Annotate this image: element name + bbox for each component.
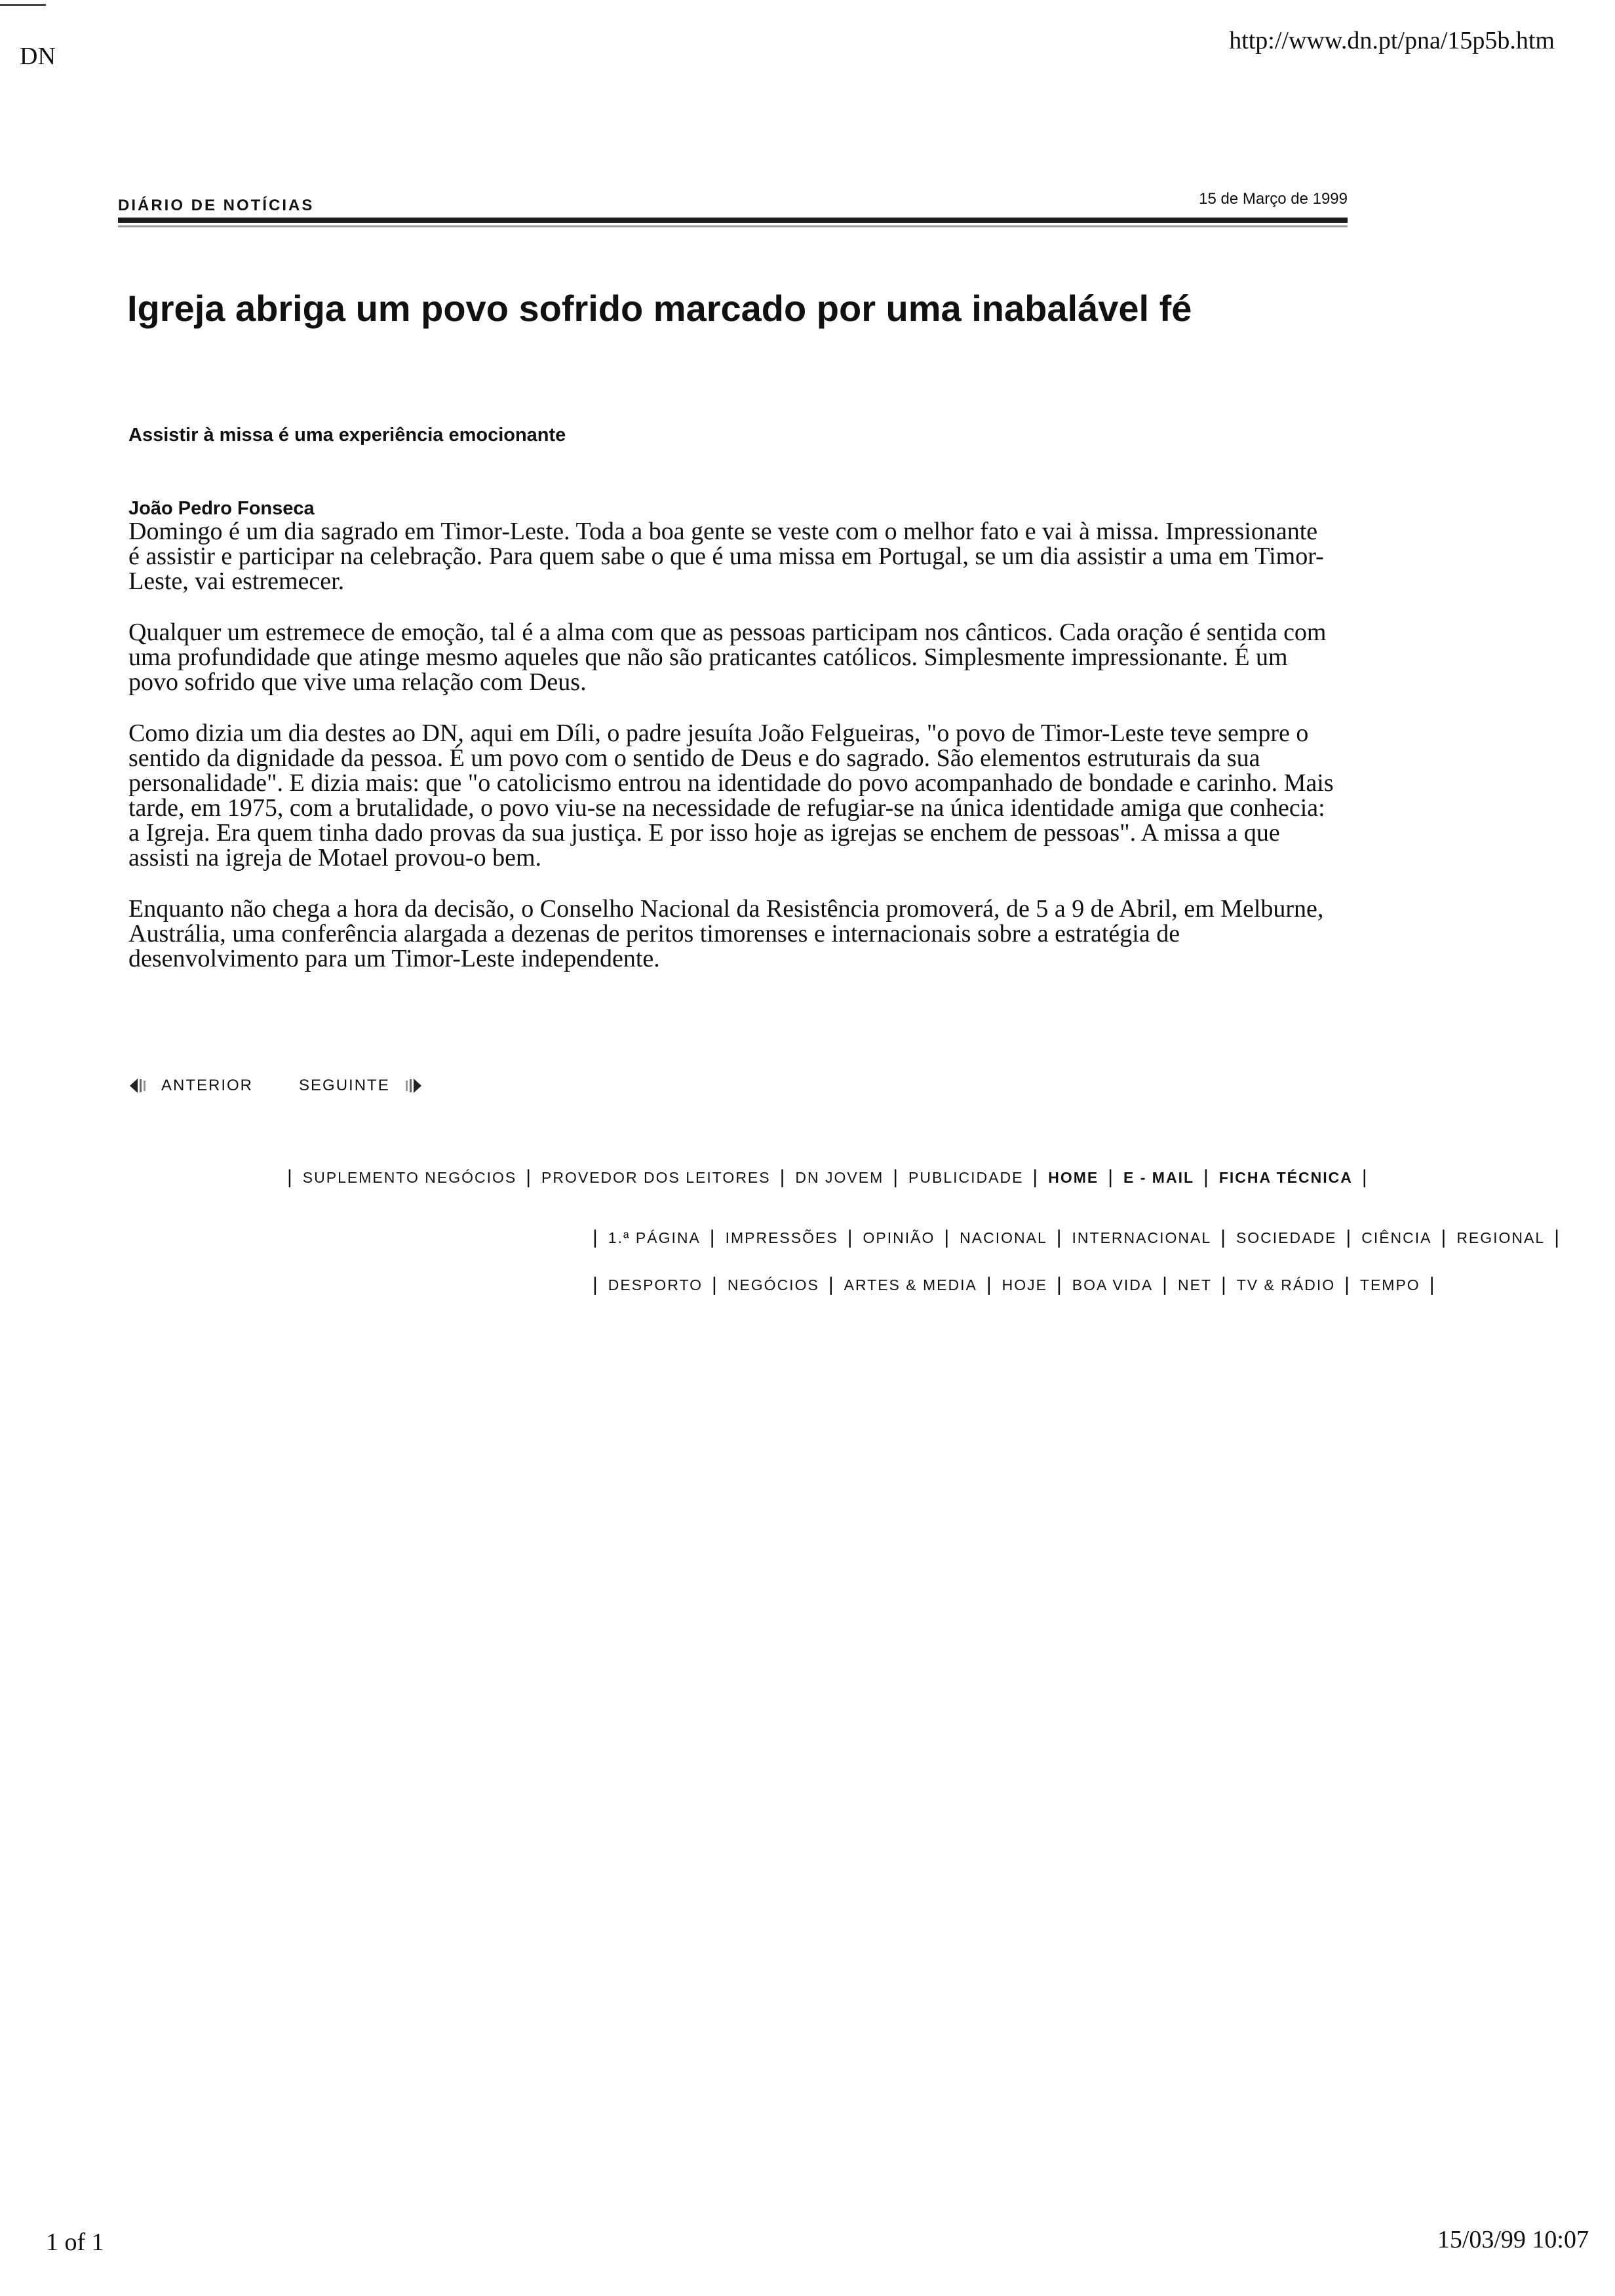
article-headline: Igreja abriga um povo sofrido marcado por uma inabalável fé <box>127 288 1192 329</box>
article-paragraph: Enquanto não chega a hora da decisão, o Conselho Nacional da Resistência promoverá, de 5 a 9 de Abril, em Melburne, Austrália, uma conferência alargada a dezenas de peritos timorenses e internacionais sobre a estratégia de desenvolvimento para um Timor-Leste independente. <box>128 895 1324 972</box>
nav-separator: | <box>779 1166 787 1188</box>
nav-link-opiniao[interactable]: OPINIÃO <box>863 1229 935 1246</box>
nav-link-provedor-dos-leitores[interactable]: PROVEDOR DOS LEITORES <box>541 1168 771 1186</box>
nav-separator: | <box>828 1274 835 1295</box>
article-paragraph: Domingo é um dia sagrado em Timor-Leste. Toda a boa gente se veste com o melhor fato e vai à missa. Impressionante é assistir e participar na celebração. Para quem sabe o que é uma missa em Portugal, se um dia assistir a uma em Timor-Leste, vai estremecer. <box>128 518 1324 595</box>
nav-separator: | <box>893 1166 900 1188</box>
next-article-label: SEGUINTE <box>299 1077 390 1094</box>
print-header-title: DN <box>20 43 56 70</box>
scan-corner-mark <box>0 4 46 6</box>
nav-separator: | <box>944 1227 951 1248</box>
article-paragraph: Como dizia um dia destes ao DN, aqui em Díli, o padre jesuíta João Felgueiras, "o povo de Timor-Leste teve sempre o sentido da dignidade da pessoa. É um povo com o sentido de Deus e do sagrado. São elementos estruturais da sua personalidade". E dizia mais: que "o catolicismo entrou na identidade do povo acompanhado de bondade e carinho. Mais tarde, em 1975, com a brutalidade, o povo viu-se na necessidade de refugiar-se na única identidade amiga que conhecia: a Igreja. Era quem tinha dado provas da sua justiça. E por isso hoje as igrejas se enchem de pessoas". A missa a que assisti na igreja de Motael provou-o bem. <box>128 719 1334 871</box>
nav-separator: | <box>1220 1274 1228 1295</box>
nav-link-artes-media[interactable]: ARTES & MEDIA <box>844 1276 977 1293</box>
nav-separator: | <box>1108 1166 1115 1188</box>
print-footer-page: 1 of 1 <box>46 2229 104 2256</box>
article-subhead: Assistir à missa é uma experiência emocionante <box>128 425 566 446</box>
nav-link-suplemento-negocios[interactable]: SUPLEMENTO NEGÓCIOS <box>302 1168 517 1186</box>
nav-separator: | <box>1554 1227 1561 1248</box>
nav-link-internacional[interactable]: INTERNACIONAL <box>1072 1229 1212 1246</box>
nav-separator: | <box>1056 1227 1063 1248</box>
nav-separator: | <box>1203 1166 1210 1188</box>
nav-separator: | <box>847 1227 854 1248</box>
nav-separator: | <box>287 1166 294 1188</box>
article-body <box>128 519 1334 997</box>
masthead: DIÁRIO DE NOTÍCIAS <box>118 197 315 214</box>
print-header-url: http://www.dn.pt/pna/15p5b.htm <box>1229 27 1555 54</box>
nav-link-negocios[interactable]: NEGÓCIOS <box>727 1276 819 1293</box>
arrow-left-icon <box>128 1076 148 1096</box>
nav-link-email[interactable]: E - MAIL <box>1123 1168 1195 1186</box>
nav-link-primeira-pagina[interactable]: 1.ª PÁGINA <box>608 1229 701 1246</box>
nav-link-tempo[interactable]: TEMPO <box>1359 1276 1420 1293</box>
nav-separator: | <box>1032 1166 1040 1188</box>
nav-link-regional[interactable]: REGIONAL <box>1456 1229 1546 1246</box>
nav-separator: | <box>1361 1166 1369 1188</box>
nav-link-impressoes[interactable]: IMPRESSÕES <box>725 1229 838 1246</box>
nav-separator: | <box>1162 1274 1169 1295</box>
nav-link-sociedade[interactable]: SOCIEDADE <box>1236 1229 1337 1246</box>
next-article-link[interactable] <box>299 1076 423 1096</box>
nav-separator: | <box>593 1227 599 1248</box>
masthead-rule-shadow <box>118 225 1348 227</box>
nav-separator: | <box>1056 1274 1063 1295</box>
previous-article-link[interactable] <box>128 1076 253 1096</box>
masthead-rule <box>118 218 1348 223</box>
nav-link-ciencia[interactable]: CIÊNCIA <box>1361 1229 1432 1246</box>
nav-separator: | <box>593 1274 599 1295</box>
site-nav-row-1 <box>278 1166 1378 1189</box>
site-nav-row-3 <box>583 1274 1445 1296</box>
nav-link-net[interactable]: NET <box>1177 1276 1212 1293</box>
nav-link-publicidade[interactable]: PUBLICIDADE <box>908 1168 1024 1186</box>
nav-separator: | <box>1344 1274 1351 1295</box>
nav-separator: | <box>1220 1227 1227 1248</box>
nav-separator: | <box>1429 1274 1436 1295</box>
nav-link-ficha-tecnica[interactable]: FICHA TÉCNICA <box>1218 1168 1353 1186</box>
article-navigation <box>128 1076 423 1096</box>
site-nav-row-2 <box>583 1227 1570 1249</box>
article-paragraph: Qualquer um estremece de emoção, tal é a alma com que as pessoas participam nos cânticos. Cada oração é sentida com uma profundidade que atinge mesmo aqueles que não são praticantes católicos. Simplesmente impressionante. É um povo sofrido que vive uma relação com Deus. <box>128 619 1327 696</box>
nav-link-boa-vida[interactable]: BOA VIDA <box>1072 1276 1154 1293</box>
nav-link-nacional[interactable]: NACIONAL <box>960 1229 1047 1246</box>
nav-separator: | <box>526 1166 533 1188</box>
arrow-right-icon <box>403 1076 423 1096</box>
previous-article-label: ANTERIOR <box>161 1077 254 1094</box>
nav-separator: | <box>709 1227 716 1248</box>
nav-link-hoje[interactable]: HOJE <box>1002 1276 1047 1293</box>
nav-separator: | <box>986 1274 993 1295</box>
nav-link-desporto[interactable]: DESPORTO <box>608 1276 703 1293</box>
nav-separator: | <box>712 1274 718 1295</box>
nav-separator: | <box>1441 1227 1448 1248</box>
nav-link-tv-radio[interactable]: TV & RÁDIO <box>1236 1276 1336 1293</box>
publication-date: 15 de Março de 1999 <box>1199 190 1348 208</box>
article-byline: João Pedro Fonseca <box>128 498 315 519</box>
nav-link-home[interactable]: HOME <box>1048 1168 1099 1186</box>
print-footer-datetime: 15/03/99 10:07 <box>1437 2226 1589 2253</box>
nav-link-dn-jovem[interactable]: DN JOVEM <box>795 1168 884 1186</box>
nav-separator: | <box>1346 1227 1353 1248</box>
